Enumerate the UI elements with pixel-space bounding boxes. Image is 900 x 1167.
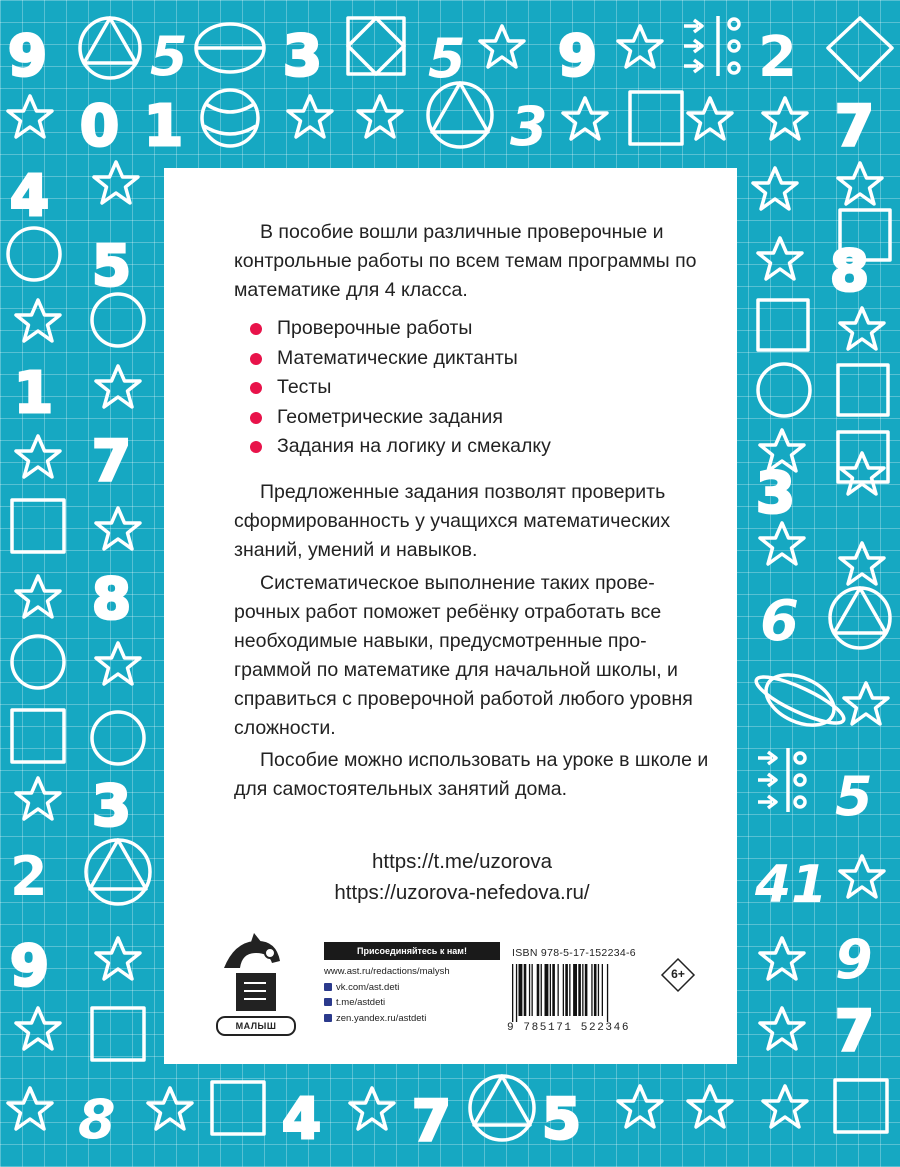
deco-digit: 5 xyxy=(428,27,466,90)
deco-digit: 3 xyxy=(92,774,131,839)
barcode-bar xyxy=(550,964,551,1016)
star-icon xyxy=(148,1088,192,1129)
star-icon xyxy=(96,366,140,407)
barcode-bar xyxy=(598,964,599,1016)
barcode-bar xyxy=(569,964,570,1016)
ball-icon xyxy=(202,90,258,146)
circle-shape xyxy=(758,364,810,416)
barcode-bar xyxy=(545,964,549,1016)
star-icon xyxy=(840,308,884,349)
square-shape xyxy=(838,365,888,415)
star-icon xyxy=(840,856,884,897)
star-icon xyxy=(840,543,884,584)
deco-digit: 8 xyxy=(830,239,869,304)
list-item: Задания на логику и смекалку xyxy=(250,432,551,462)
deco-digit: 7 xyxy=(92,429,131,494)
star-icon xyxy=(688,1086,732,1127)
deco-digit: 2 xyxy=(758,25,797,90)
website-link[interactable]: https://uzorova-nefedova.ru/ xyxy=(334,881,590,904)
deco-digit: 5 xyxy=(835,765,873,828)
star-icon xyxy=(838,163,882,204)
triangle-in-circle-icon xyxy=(86,840,150,904)
star-icon xyxy=(96,938,140,979)
deco-digit: 3 xyxy=(283,24,322,89)
triangle-in-circle-icon xyxy=(830,588,890,648)
star-icon xyxy=(16,300,60,341)
star-icon xyxy=(758,238,802,279)
barcode-bar xyxy=(532,964,533,1016)
barcode-bar xyxy=(541,964,542,1016)
triangle-in-circle-icon xyxy=(80,18,140,78)
barcode-bar xyxy=(582,964,583,1016)
list-item: Геометрические задания xyxy=(250,403,551,433)
star-icon xyxy=(288,96,332,137)
star-icon xyxy=(618,1086,662,1127)
deco-digit: 2 xyxy=(10,845,48,908)
social-item-telegram[interactable]: t.me/astdeti xyxy=(324,995,514,1011)
publisher-website[interactable]: www.ast.ru/redactions/malysh xyxy=(324,966,450,977)
square-shape xyxy=(758,300,808,350)
deco-digit: 41 xyxy=(755,855,828,915)
isbn-label: ISBN 978-5-17-152234-6 xyxy=(512,947,636,959)
star-icon xyxy=(358,96,402,137)
deco-digit: 0 xyxy=(80,94,119,159)
text-panel xyxy=(164,168,737,1064)
star-icon xyxy=(760,1008,804,1049)
deco-digit: 9 xyxy=(558,24,597,89)
arrows-and-dots-icon xyxy=(684,16,739,76)
social-item-zen[interactable]: zen.yandex.ru/astdeti xyxy=(324,1011,514,1027)
deco-digit: 7 xyxy=(835,94,874,159)
telegram-link[interactable]: https://t.me/uzorova xyxy=(371,850,553,873)
star-icon xyxy=(763,98,807,139)
deco-digit: 8 xyxy=(92,567,131,632)
barcode-bar xyxy=(529,964,530,1016)
content-list xyxy=(250,314,551,462)
arrows-and-dots-icon xyxy=(758,748,805,812)
barcode-bar xyxy=(573,964,577,1016)
barcode-bar xyxy=(524,964,527,1016)
square-shape xyxy=(92,1008,144,1060)
star-icon xyxy=(760,938,804,979)
barcode-digits: 9 785171 522346 xyxy=(507,1022,631,1034)
deco-digit: 9 xyxy=(8,24,47,89)
star-icon xyxy=(563,98,607,139)
star-icon xyxy=(96,508,140,549)
deco-digit: 3 xyxy=(510,95,548,158)
barcode-bar xyxy=(607,964,608,1022)
deco-digit: 7 xyxy=(835,999,874,1064)
star-icon xyxy=(96,643,140,684)
list-item: Математические диктанты xyxy=(250,344,551,374)
description-paragraph: Предложенные задания позволят проверить сформированность у учащихся математических знаний, умений и навыков. xyxy=(234,481,671,561)
social-item-vk[interactable]: vk.com/ast.deti xyxy=(324,980,514,996)
deco-digit: 3 xyxy=(756,461,795,526)
barcode-bar xyxy=(594,964,597,1016)
deco-digit: 6 xyxy=(760,589,799,654)
barcode-bar xyxy=(565,964,568,1016)
circle-shape xyxy=(92,712,144,764)
diamond-in-square-icon xyxy=(348,18,404,74)
deco-digit: 9 xyxy=(835,928,873,991)
circle-shape xyxy=(12,636,64,688)
star-icon xyxy=(688,98,732,139)
square-shape xyxy=(835,1080,887,1132)
join-banner: Присоединяйтесь к нам! xyxy=(324,942,500,960)
deco-digit: 8 xyxy=(78,1088,116,1151)
star-icon xyxy=(16,576,60,617)
square-shape xyxy=(630,92,682,144)
age-rating-label: 6+ xyxy=(671,967,685,981)
barcode-bar xyxy=(602,964,603,1016)
vk-icon xyxy=(324,983,332,991)
star-icon xyxy=(844,683,888,724)
deco-digit: 9 xyxy=(10,934,49,999)
deco-digit: 5 xyxy=(542,1087,581,1152)
diamond-shape xyxy=(828,18,892,80)
circle-shape xyxy=(92,294,144,346)
barcode-bar xyxy=(591,964,592,1016)
star-icon xyxy=(8,96,52,137)
barcode-icon xyxy=(510,964,650,1022)
ringed-ellipse-icon xyxy=(751,665,848,735)
barcode-bar xyxy=(563,964,564,1016)
deco-digit: 7 xyxy=(412,1089,451,1154)
square-shape xyxy=(12,500,64,552)
star-icon xyxy=(16,1008,60,1049)
deco-digit: 1 xyxy=(14,361,53,426)
star-icon xyxy=(760,523,804,564)
zen-icon xyxy=(324,1014,332,1022)
list-item: Проверочные работы xyxy=(250,314,551,344)
deco-digit: 4 xyxy=(282,1087,321,1152)
list-item: Тесты xyxy=(250,373,551,403)
circle-shape xyxy=(8,228,60,280)
square-shape xyxy=(12,710,64,762)
star-icon xyxy=(840,453,884,494)
barcode-bar xyxy=(519,964,523,1016)
star-icon xyxy=(763,1086,807,1127)
star-icon xyxy=(350,1088,394,1129)
deco-digit: 5 xyxy=(150,25,188,88)
deco-digit: 4 xyxy=(10,164,49,229)
deco-digit: 5 xyxy=(92,234,131,299)
barcode-bar xyxy=(578,964,581,1016)
publisher-logo-text: МАЛЫШ xyxy=(216,1016,296,1036)
star-icon xyxy=(618,26,662,67)
star-icon xyxy=(16,436,60,477)
star-icon xyxy=(16,778,60,819)
star-icon xyxy=(94,162,138,203)
intro-paragraph: В пособие вошли различные проверочные и контрольные работы по всем темам программы по математике для 4 класса. xyxy=(234,221,697,301)
barcode-bar xyxy=(512,964,513,1022)
square-shape xyxy=(212,1082,264,1134)
triangle-in-circle-icon xyxy=(428,83,492,147)
barcode-bar xyxy=(516,964,517,1022)
star-icon xyxy=(8,1088,52,1129)
star-icon xyxy=(480,26,524,67)
star-icon xyxy=(753,168,797,209)
description-paragraph: Систематическое выполнение таких прове-рочных работ поможет ребёнку отработать все необходимые навыки, предусмотренные про-граммой по математике для начальной школы, и справиться с проверочной работой любого уровня сложности. xyxy=(234,572,693,739)
social-links xyxy=(324,964,514,1026)
triangle-in-circle-icon xyxy=(470,1076,534,1140)
barcode-bar xyxy=(558,964,559,1016)
barcode-bar xyxy=(585,964,588,1016)
barcode-bar xyxy=(537,964,540,1016)
description-paragraph: Пособие можно использовать на уроке в школе и для самостоятельных занятий дома. xyxy=(234,749,709,800)
deco-digit: 1 xyxy=(144,94,183,159)
telegram-icon xyxy=(324,998,332,1006)
barcode-bar xyxy=(552,964,555,1016)
links-block xyxy=(312,846,612,908)
ellipse-icon xyxy=(196,24,264,72)
